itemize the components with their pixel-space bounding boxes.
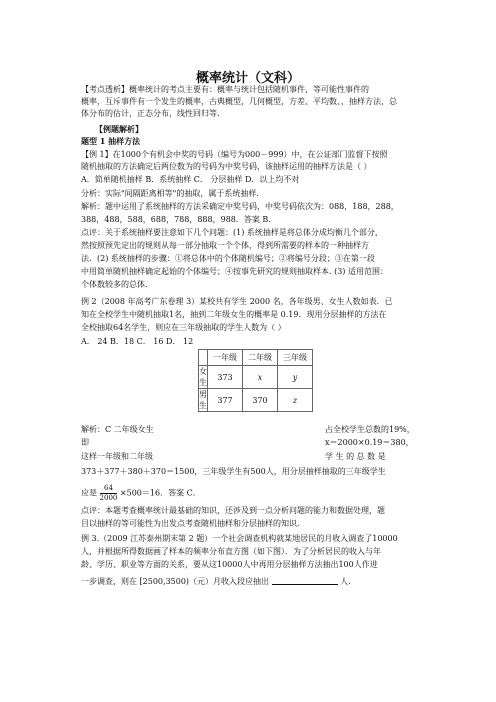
ex2-solution-line-5: [81, 484, 201, 503]
table-header: 一年级: [208, 350, 243, 366]
row-label: 女生: [199, 367, 207, 387]
ex1-comment-4: 中用简单随机抽样确定起始的个体编号；④按事先研究的规则抽取样本. (3) 适用范围：: [81, 267, 388, 276]
row-label: 男生: [199, 390, 207, 410]
ex3-line-4: [81, 576, 351, 587]
ex2-solution-left-3: 这样一年级和二年级: [81, 452, 153, 461]
table-cell: 370: [243, 389, 278, 412]
ex2-line-3: 全校抽取64名学生，则应在三年级抽取的学生人数为（ ）: [81, 323, 286, 332]
ex1-line-2: 随机抽取的方法确定后两位数为的号码为中奖号码，该抽样运用的抽样方法是（ ）: [81, 162, 372, 171]
table-cell: 377: [208, 389, 243, 412]
ex2-comment-2: 目以抽样的等可能性为出发点考查随机抽样和分层抽样的知识.: [81, 519, 300, 528]
ex1-solution-2: 388，488，588，688，788，888，988．答案 B．: [81, 215, 277, 224]
fraction-numerator: 64: [100, 484, 118, 494]
ex2-choices: A． 24 B．18 C． 16 D． 12: [81, 337, 194, 346]
ex1-line-3: A．简单随机抽样 B．系统抽样 C． 分层抽样 D．以上均不对: [81, 175, 300, 184]
topic-1-heading: 题型 1 抽样方法: [81, 136, 141, 146]
ex2-line5-prefix: 应是: [81, 488, 97, 498]
ex3-line-1: 例 3.（2009 江苏泰州期末第 2 题）一个社会调查机构就某地居民的月收入调查了10000: [81, 534, 398, 543]
table-header: 三年级: [278, 350, 313, 366]
table-cell: y: [278, 366, 313, 389]
table-row: [199, 389, 313, 412]
ex3-question-end: 人.: [340, 577, 351, 586]
section-heading: 【例题解析】: [95, 124, 143, 134]
table-cell: z: [278, 389, 313, 412]
ex1-comment-3: 法．(2) 系统抽样的步骤：①将总体中的个体随机编号；②将编号分段；③在第一段: [81, 254, 375, 263]
table-cell: 373: [208, 366, 243, 389]
ex2-line-2: 知在全校学生中随机抽取1名，抽到二年级女生的概率是 0.19．现用分层抽样的方法在: [81, 310, 387, 319]
student-table: [198, 349, 313, 412]
ex2-solution-left-1: 解析：C 二年级女生: [81, 425, 154, 434]
ex2-solution-right-1: 占全校学生总数的19%，: [325, 425, 415, 434]
intro-line-1: 【考点透析】概率统计的考点主要有：概率与统计包括随机事件，等可能性事件的: [81, 85, 369, 94]
table-header-row: [199, 350, 313, 366]
ex2-comment-1: 点评：本题考查概率统计最基础的知识，还涉及到一点分析问题的能力和数据处理，题: [81, 506, 385, 515]
ex2-solution-left-2: 即: [81, 438, 89, 447]
ex1-comment-1: 点评：关于系统抽样要注意如下几个问题：(1) 系统抽样是将总体分成均衡几个部分，: [81, 228, 383, 237]
table-row: [199, 366, 313, 389]
page-title: 概率统计（文科）: [195, 71, 300, 86]
ex2-solution-line-4: 373＋377＋380＋370＝1500，三年级学生有500人，用分层抽样抽取的三年级学生: [81, 467, 386, 476]
ex3-line-3: 龄、学历、职业等方面的关系，要从这10000人中再用分层抽样方法抽出100人作进: [81, 560, 378, 569]
ex1-solution-1: 解析：题中运用了系统抽样的方法采确定中奖号码，中奖号码依次为：088，188，288，: [81, 202, 399, 211]
ex3-line-2: 人，并根据所得数据画了样本的频率分布直方图（如下图）．为了分析居民的收入与年: [81, 547, 381, 556]
ex2-line5-suffix: ×500＝16．答案 C．: [119, 488, 201, 498]
ex1-comment-5: 个体数较多的总体.: [81, 280, 148, 289]
fraction-denominator: 2000: [99, 494, 118, 502]
intro-line-3: 体分布的估计，正态分布，线性回归等.: [81, 109, 220, 118]
ex1-line-1: 【例 1】在1000个有机会中奖的号码（编号为000－999）中，在公证部门监督下按照: [81, 150, 388, 159]
ex2-solution-right-3: 学 生 的 总 数 是: [325, 452, 386, 461]
table-header: 二年级: [243, 350, 278, 366]
ex2-solution-right-2: x＝2000×0.19＝380，: [325, 438, 414, 447]
ex1-analysis: 分析：实际"间隔距离相等"的抽取，属于系统抽样.: [81, 189, 259, 198]
table-cell: x: [243, 366, 278, 389]
intro-line-2: 概率，互斥事件有一个发生的概率，古典概型，几何概型，方差、平均数、，抽样方法，总: [81, 97, 397, 106]
fraction: [100, 484, 118, 503]
ex3-question: 一步调查，则在 [2500,3500)（元）月收入段应抽出: [81, 577, 270, 586]
ex1-comment-2: 然按照预先定出的规则从每一部分抽取一个个体，得到所需要的样本的一种抽样方: [81, 241, 369, 250]
answer-blank: [272, 576, 338, 585]
ex2-line-1: 例 2（2008 年高考广东卷理 3）某校共有学生 2000 名，各年级男、女生人数如表．已: [81, 297, 393, 306]
